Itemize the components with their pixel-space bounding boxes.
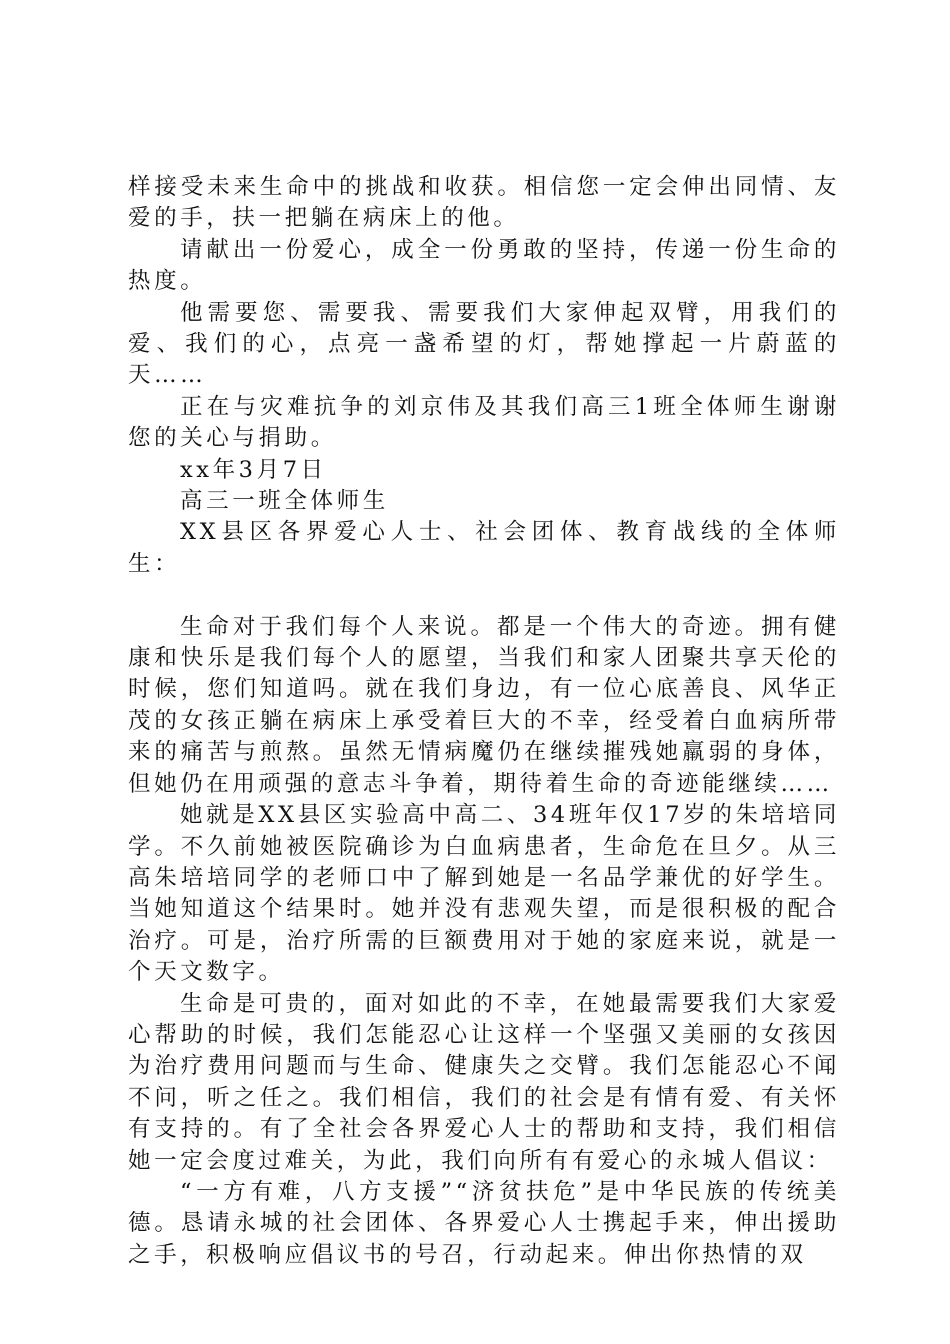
signature-line: 高三一班全体师生: [180, 488, 389, 515]
paragraph-continuation: 样接受未来生命中的挑战和收获。相信您一定会伸出同情、友爱的手，扶一把躺在病床上的他。: [128, 174, 840, 232]
document-body: [128, 172, 840, 1271]
paragraph-life-miracle: 生命对于我们每个人来说。都是一个伟大的奇迹。拥有健康和快乐是我们每个人的愿望，当我们和家人团聚共享天伦的时候，您们知道吗。就在我们身边，有一位心底善良、风华正茂的女孩正躺在病床上承受着巨大的不幸，经受着白血病所带来的痛苦与煎熬。虽然无情病魔仍在继续摧残她羸弱的身体，但她仍在用顽强的意志斗争着，期待着生命的奇迹能继续……: [128, 613, 840, 797]
paragraph-need-help: 他需要您、需要我、需要我们大家伸起双臂，用我们的爱、我们的心，点亮一盏希望的灯，帮她撑起一片蔚蓝的天……: [128, 299, 840, 389]
salutation-line: XX县区各界爱心人士、社会团体、教育战线的全体师生：: [128, 519, 840, 577]
paragraph-student-intro: 她就是XX县区实验高中高二、34班年仅17岁的朱培培同学。不久前她被医院确诊为白血病患者，生命危在旦夕。从三高朱培培同学的老师口中了解到她是一名品学兼优的好学生。当她知道这个结果时。她并没有悲观失望，而是很积极的配合治疗。可是，治疗所需的巨额费用对于她的家庭来说，就是一个天文数字。: [128, 802, 840, 986]
paragraph-tradition: “一方有难，八方支援”“济贫扶危”是中华民族的传统美德。恳请永城的社会团体、各界爱心人士携起手来，伸出援助之手，积极响应倡议书的号召，行动起来。伸出你热情的双: [128, 1178, 840, 1268]
blank-line: [128, 580, 840, 611]
date-line: xx年3月7日: [180, 456, 327, 483]
paragraph-life-precious: 生命是可贵的，面对如此的不幸，在她最需要我们大家爱心帮助的时候，我们怎能忍心让这样一个坚强又美丽的女孩因为治疗费用问题而与生命、健康失之交臂。我们怎能忍心不闻不问，听之任之。我们相信，我们的社会是有情有爱、有关怀有支持的。有了全社会各界爱心人士的帮助和支持，我们相信她一定会度过难关，为此，我们向所有有爱心的永城人倡议：: [128, 990, 840, 1174]
paragraph-appeal: 请献出一份爱心，成全一份勇敢的坚持，传递一份生命的热度。: [128, 236, 840, 295]
paragraph-thanks: 正在与灾难抗争的刘京伟及其我们高三1班全体师生谢谢您的关心与捐助。: [128, 393, 840, 452]
